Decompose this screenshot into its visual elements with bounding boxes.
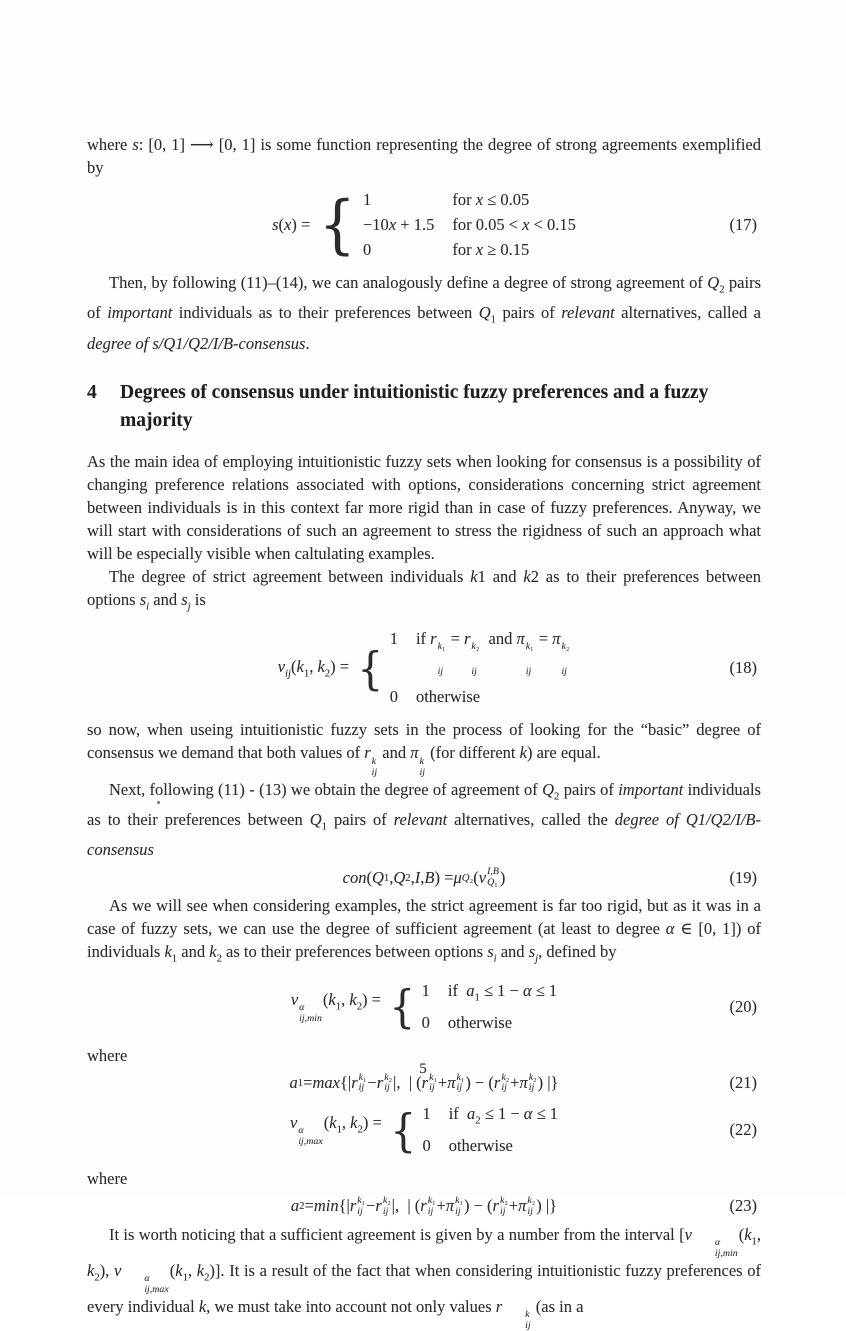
equation-17-body: s(x) = { 1 for x ≤ 0.05 −10x + 1.5 for 0.05 < x < 0.15 0 for x ≥ 0.15 (272, 188, 576, 262)
equation-18-body: $v_{ij}(k_1$, $k_2$) = { 1 if r k₁ ij = r k₂ ij and π k₁ ij = π k₂ ij 0 otherwise (278, 627, 571, 709)
equation-18 (87, 627, 761, 709)
where-label-1: where (87, 1044, 761, 1067)
equation-20-number: (20) (730, 997, 758, 1017)
paragraph-so-now: so now, when useing intuitionistic fuzzy sets in the process of looking for the “basic” degree of consensus we demand that both values of r k ij and π k ij (for different k) are equal. (87, 718, 761, 777)
equation-19 (87, 867, 761, 888)
equation-23 (87, 1196, 761, 1217)
paragraph-next-following: Next, following (11) - (13) we obtain the degree of agreement of $Q_2$ pairs of important individuals as to their preferences between $Q_1$ pairs of relevant alternatives, called the degree of Q1/Q2/I/B-consensus (87, 778, 761, 862)
equation-20 (87, 979, 761, 1034)
equation-21-body: a 1 = max {| r k₁ ij − r k₂ ij |, | ( r k₁ ij + π k₁ ij ) − ( r k₂ ij + π k₂ ij ) |} (290, 1073, 559, 1094)
equation-22-body: v α ij,max ($k_1$, $k_2$) = { 1 if $a_2 \le 1 - \alpha \le 1$ 0 otherwise (290, 1102, 558, 1157)
equation-17-number: (17) (730, 215, 758, 235)
equation-23-body: a 2 = min {| r k₁ ij − r k₂ ij |, | ( r k₁ ij + π k₁ ij ) − ( r k₂ ij + π k₂ ij ) |} (291, 1196, 557, 1217)
paragraph-as-main: As the main idea of employing intuitionistic fuzzy sets when looking for consensus is a possibility of changing preference relations associated with options, considerations concerning strict agreement between individuals is in this context far more rigid than in case of fuzzy preferences. Anyway, we will start with considerations of such an agreement to stress the rigidness of such an approach what will be especially visible when caltulating examples. (87, 450, 761, 565)
paragraph-worth-noticing: It is worth noticing that a sufficient agreement is given by a number from the interval [v α ij,min ($k_1$, $k_2$), v α ij,max ($k_1$, $k_2$)]. It is a result of the fact that when considering intuitionistic fuzzy preferences of every individual k, we must take into account not only values r k ij (as in a (87, 1223, 761, 1331)
equation-23-number: (23) (730, 1196, 758, 1216)
text-block (87, 133, 761, 1331)
page-number: 5 (0, 1061, 846, 1078)
section-title: Degrees of consensus under intuitionistic fuzzy preferences and a fuzzy majority (120, 379, 761, 435)
section-heading (87, 379, 761, 435)
section-number: 4 (87, 379, 120, 435)
equation-18-number: (18) (730, 658, 758, 678)
paragraph-then-by: Then, by following (11)–(14), we can analogously define a degree of strong agreement of $Q_2$ pairs of important individuals as to their preferences between $Q_1$ pairs of relevant alternatives, called a degree of s/Q1/Q2/I/B-consensus. (87, 271, 761, 355)
paragraph-degree-strict: The degree of strict agreement between individuals k1 and k2 as to their preferences between options $s_i$ and $s_j$ is (87, 565, 761, 618)
equation-19-body: con ( Q 1 , Q 2 , I , B ) = μ Q₂ ( v I,B Q₁ ) (343, 867, 506, 888)
scan-artifact-dot (157, 801, 160, 804)
paragraph-intro: where s: [0, 1] ⟶ [0, 1] is some function representing the degree of strong agreements exemplified by (87, 133, 761, 179)
where-label-2: where (87, 1167, 761, 1190)
equation-21-number: (21) (730, 1073, 758, 1093)
equation-22 (87, 1102, 761, 1157)
paragraph-as-we-will: As we will see when considering examples, the strict agreement is far too rigid, but as it was in a case of fuzzy sets, we can use the degree of sufficient agreement (at least to degree α ∈ [0, 1]) of individuals $k_1$ and $k_2$ as to their preferences between options $s_i$ and $s_j$, defined by (87, 894, 761, 970)
equation-19-number: (19) (730, 868, 758, 888)
equation-22-number: (22) (730, 1120, 758, 1140)
equation-17 (87, 188, 761, 262)
equation-20-body: v α ij,min ($k_1$, $k_2$) = { 1 if $a_1 \le 1 - \alpha \le 1$ 0 otherwise (291, 979, 557, 1034)
